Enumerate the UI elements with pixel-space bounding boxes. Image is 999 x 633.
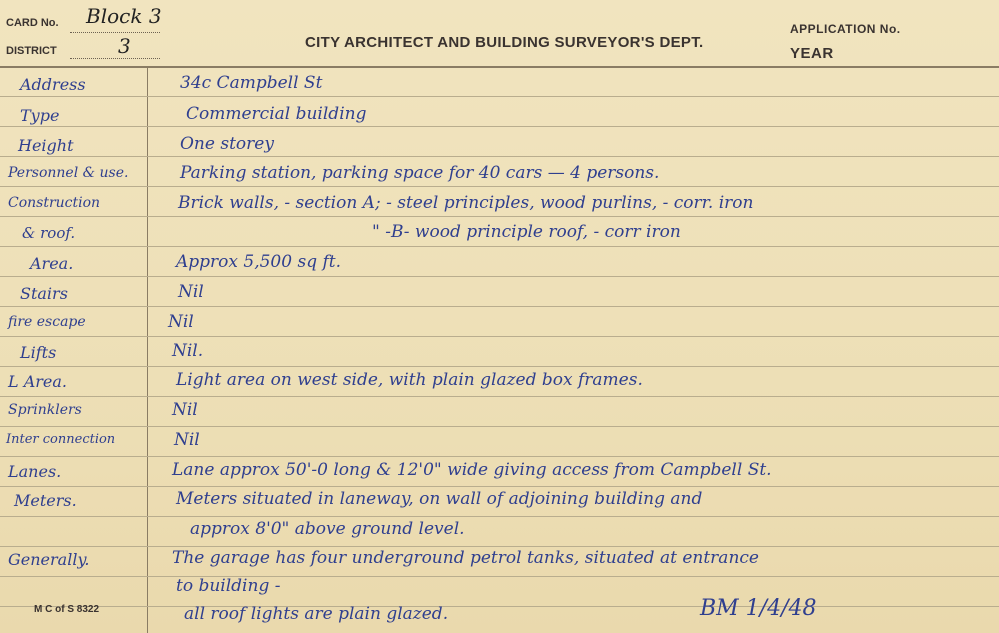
district-dotline xyxy=(70,58,160,59)
label-area: Area. xyxy=(30,254,74,273)
row-line xyxy=(0,516,999,517)
value-roof: " -B- wood principle roof, - corr iron xyxy=(372,222,681,242)
label-type: Type xyxy=(20,106,60,125)
row-line xyxy=(0,606,999,607)
value-sprinklers: Nil xyxy=(172,400,198,420)
footer-code: M C of S 8322 xyxy=(34,604,100,615)
value-personnel: Parking station, parking space for 40 cars — 4 persons. xyxy=(180,163,660,183)
value-meters: Meters situated in laneway, on wall of adjoining building and xyxy=(176,489,703,509)
value-area: Approx 5,500 sq ft. xyxy=(176,252,342,272)
value-height: One storey xyxy=(180,134,274,154)
row-line xyxy=(0,396,999,397)
column-rule xyxy=(147,66,148,633)
value-type: Commercial building xyxy=(186,104,367,124)
row-line xyxy=(0,426,999,427)
row-line xyxy=(0,246,999,247)
row-line xyxy=(0,276,999,277)
year-label: YEAR xyxy=(790,45,834,62)
label-construction: Construction xyxy=(8,195,101,211)
label-lanes: Lanes. xyxy=(8,462,62,481)
value-stairs: Nil xyxy=(178,282,204,302)
card-no-dotline xyxy=(70,32,160,33)
value-address: 34c Campbell St xyxy=(180,73,323,93)
value-lifts: Nil. xyxy=(172,341,204,361)
row-line xyxy=(0,186,999,187)
row-line xyxy=(0,96,999,97)
row-line xyxy=(0,306,999,307)
row-line xyxy=(0,486,999,487)
value-generally-cont: to building - xyxy=(176,576,281,596)
district-value: 3 xyxy=(118,34,131,58)
label-interconnection: Inter connection xyxy=(6,432,116,447)
department-title: CITY ARCHITECT AND BUILDING SURVEYOR'S DEPT. xyxy=(305,34,704,51)
value-interconnection: Nil xyxy=(174,430,200,450)
value-lanes: Lane approx 50'-0 long & 12'0" wide giving access from Campbell St. xyxy=(172,460,772,480)
value-l-area: Light area on west side, with plain glazed box frames. xyxy=(176,370,643,390)
row-line xyxy=(0,336,999,337)
row-line xyxy=(0,216,999,217)
application-label: APPLICATION No. xyxy=(790,22,901,36)
value-construction: Brick walls, - section A; - steel principles, wood purlins, - corr. iron xyxy=(178,193,754,213)
row-line xyxy=(0,546,999,547)
signature: BM 1/4/48 xyxy=(700,596,817,621)
value-generally-cont2: all roof lights are plain glazed. xyxy=(184,604,449,624)
card-no-value: Block 3 xyxy=(86,4,162,28)
row-line xyxy=(0,126,999,127)
label-fire-escape: fire escape xyxy=(8,314,86,330)
value-generally: The garage has four underground petrol tanks, situated at entrance xyxy=(172,548,759,568)
value-meters-cont: approx 8'0" above ground level. xyxy=(190,519,465,539)
label-stairs: Stairs xyxy=(20,284,68,303)
row-line xyxy=(0,366,999,367)
label-height: Height xyxy=(18,136,74,155)
label-generally: Generally. xyxy=(8,550,90,569)
row-line xyxy=(0,156,999,157)
label-personnel: Personnel & use. xyxy=(8,165,129,181)
row-line xyxy=(0,456,999,457)
label-lifts: Lifts xyxy=(20,343,57,362)
district-label: DISTRICT xyxy=(6,45,57,57)
label-sprinklers: Sprinklers xyxy=(8,402,82,418)
label-roof: & roof. xyxy=(22,224,76,242)
value-fire-escape: Nil xyxy=(168,312,194,332)
label-address: Address xyxy=(20,75,86,94)
row-line xyxy=(0,576,999,577)
header-rule xyxy=(0,66,999,68)
label-meters: Meters. xyxy=(14,491,77,510)
label-l-area: L Area. xyxy=(8,372,68,391)
card-no-label: CARD No. xyxy=(6,17,59,29)
